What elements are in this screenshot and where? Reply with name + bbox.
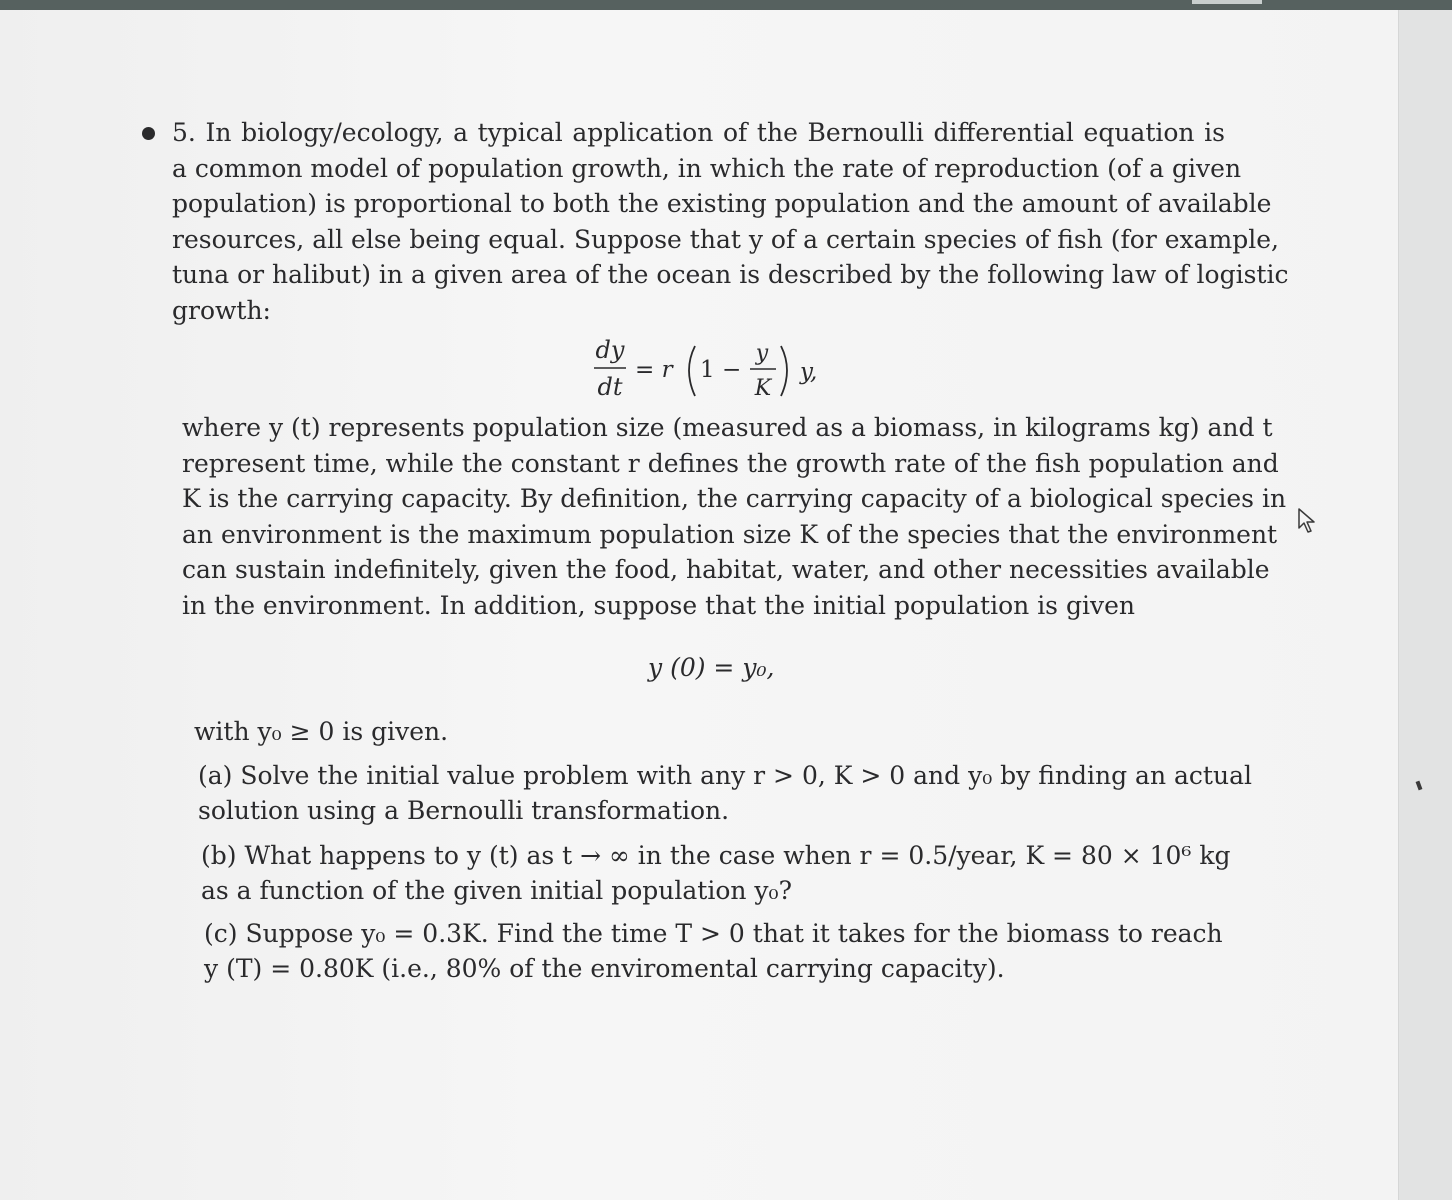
eq-lhs-denominator: dt [597,373,623,401]
intro-line: a common model of population growth, in which the rate of reproduction (of a given [172,153,1242,183]
top-bar-accent [1192,0,1262,4]
part-c [204,916,1223,986]
problem-definitions [182,410,1287,623]
eq-lhs-numerator: dy [595,336,625,364]
eq-left-paren [689,346,695,396]
intro-line: tuna or halibut) in a given area of the ocean is described by the following law of logistic [172,260,1289,289]
part-a [198,758,1252,828]
part-line: y (T) = 0.80K (i.e., 80% of the enviromental carrying capacity). [204,954,1005,983]
definition-line: represent time, while the constant r defines the growth rate of the fish population and [182,448,1279,478]
eq-right-paren [781,346,787,396]
eq-rhs-suffix: y, [800,359,818,385]
definition-line: can sustain indefinitely, given the food, habitat, water, and other necessities available [182,555,1270,584]
initial-condition-note [194,714,794,750]
note-line: with y₀ ≥ 0 is given. [194,717,449,746]
intro-line: population) is proportional to both the existing population and the amount of available [172,189,1272,218]
page-margin-strip [1398,10,1452,1200]
part-line: solution using a Bernoulli transformation. [198,796,730,825]
list-bullet [142,127,155,140]
part-line: (b) What happens to y (t) as t → ∞ in the case when r = 0.5/year, K = 80 × 10⁶ kg [201,841,1231,870]
eq-paren-one: 1 − [700,357,742,383]
eq-frac-numerator: y [755,341,769,366]
eq-frac-denominator: K [754,376,772,401]
intro-line: growth: [172,295,271,325]
problem-intro [172,115,1289,328]
initial-condition-equation: y (0) = y₀, [648,653,775,682]
definition-line: K is the carrying capacity. By definition, the carrying capacity of a biological species in [182,484,1287,513]
intro-line: resources, all else being equal. Suppose that y of a certain species of fish (for example, [172,224,1279,254]
logistic-equation [590,334,850,404]
definition-line: where y (t) represents population size (measured as a biomass, in kilograms kg) and t [182,413,1273,442]
intro-line: 5. In biology/ecology, a typical application of the Bernoulli differential equation is [172,118,1225,147]
eq-rhs-prefix: = r [635,357,673,383]
definition-line: an environment is the maximum population size K of the species that the environment [182,519,1278,549]
part-line: (a) Solve the initial value problem with any r > 0, K > 0 and y₀ by finding an actual [198,761,1252,790]
part-b [201,838,1231,908]
mouse-pointer-icon [1296,506,1318,536]
definition-line: in the environment. In addition, suppose that the initial population is given [182,590,1135,620]
part-line: as a function of the given initial population y₀? [201,876,792,905]
part-line: (c) Suppose y₀ = 0.3K. Find the time T > 0 that it takes for the biomass to reach [204,919,1223,948]
